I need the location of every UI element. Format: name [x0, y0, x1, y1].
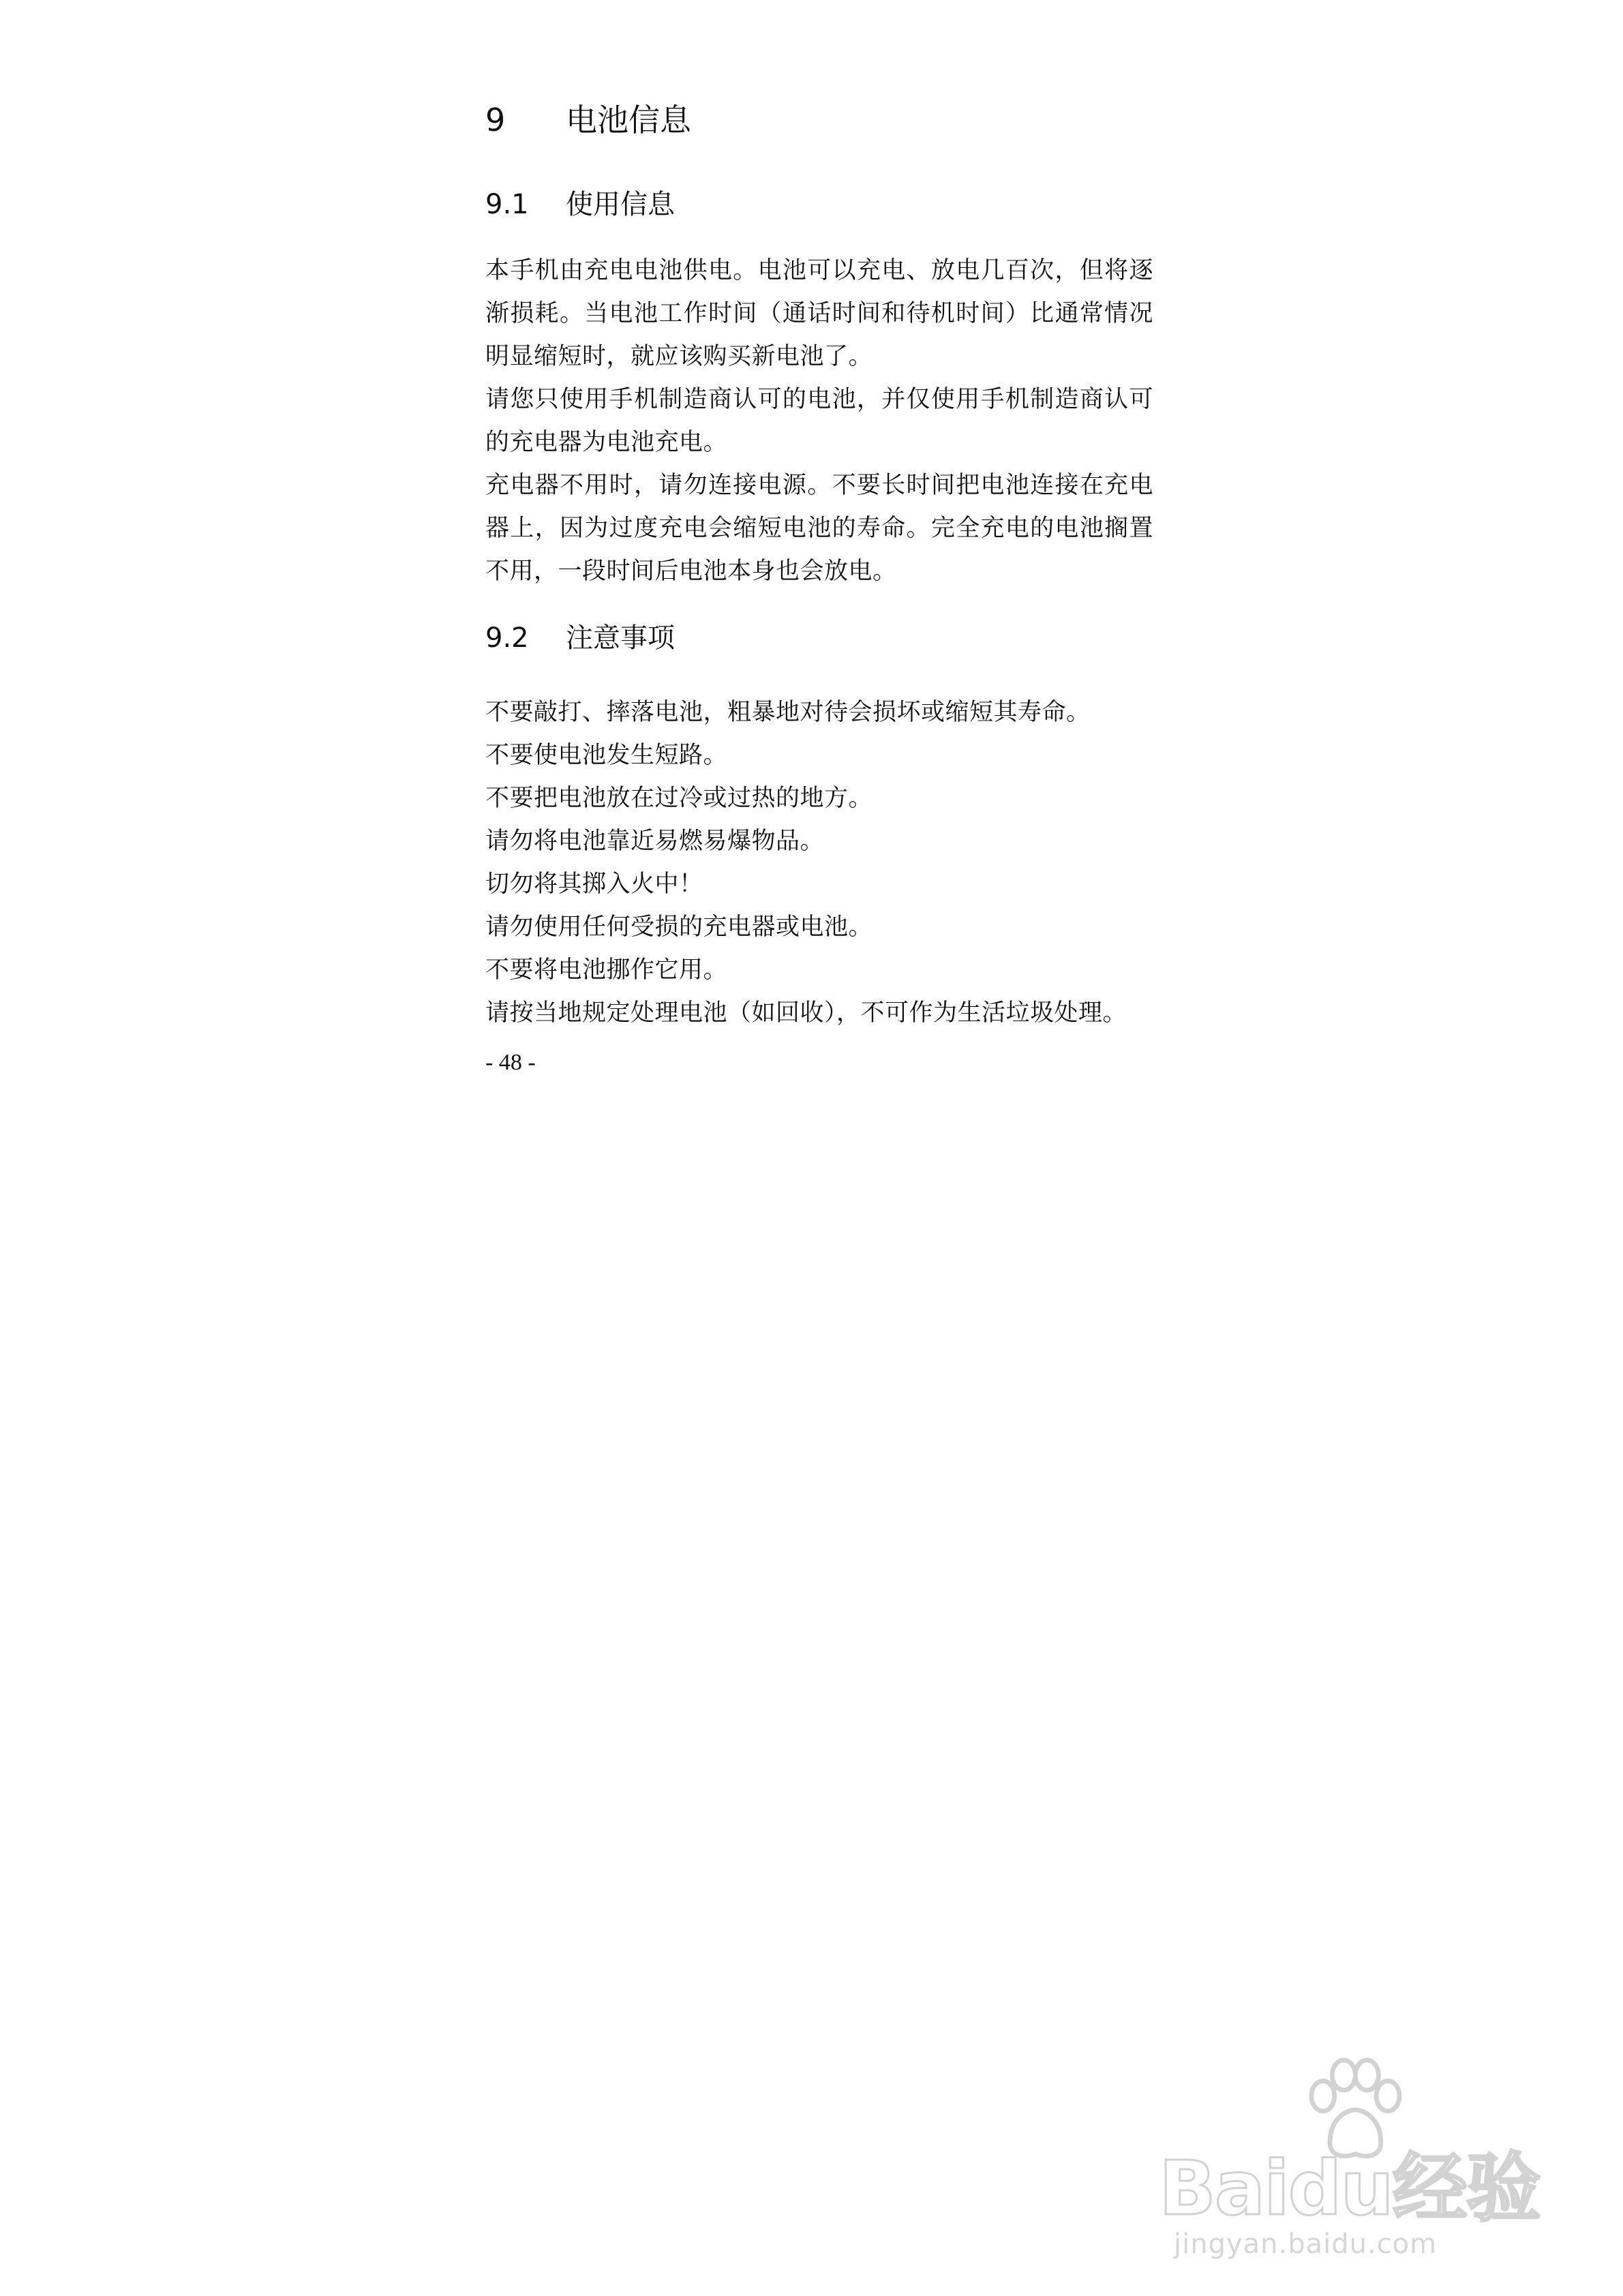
baidu-watermark	[1159, 2052, 1541, 2260]
precaution-item: 切勿将其掷入火中！	[485, 871, 703, 898]
subsection-number: 9.2	[485, 622, 529, 654]
precaution-item: 请勿将电池靠近易燃易爆物品。	[485, 828, 825, 855]
subsection-number: 9.1	[485, 189, 529, 220]
subsection-heading-usage	[485, 183, 1153, 226]
usage-paragraph: 本手机由充电电池供电。电池可以充电、放电几百次，但将逐渐损耗。当电池工作时间（通话时间和待机时间）比通常情况明显缩短时，就应该购买新电池了。	[485, 257, 1153, 370]
page-number: - 48 -	[485, 1050, 536, 1075]
precaution-item: 请按当地规定处理电池（如回收），不可作为生活垃圾处理。	[485, 999, 1127, 1027]
precaution-item: 请勿使用任何受损的充电器或电池。	[485, 913, 873, 941]
page-content	[485, 95, 1153, 1080]
subsection-heading-precautions	[485, 616, 1153, 660]
precaution-item: 不要敲打、摔落电池，粗暴地对待会损坏或缩短其寿命。	[485, 699, 1091, 726]
precaution-item: 不要把电池放在过冷或过热的地方。	[485, 785, 873, 812]
precaution-item: 不要将电池挪作它用。	[485, 956, 728, 984]
precaution-item: 不要使电池发生短路。	[485, 742, 728, 769]
subsection-title: 使用信息	[566, 189, 675, 220]
watermark-brand: Baidu经验	[1159, 2145, 1540, 2232]
usage-paragraph: 充电器不用时，请勿连接电源。不要长时间把电池连接在充电器上，因为过度充电会缩短电池的寿命。完全充电的电池搁置不用，一段时间后电池本身也会放电。	[485, 472, 1153, 585]
subsection-title: 注意事项	[566, 622, 675, 654]
usage-paragraph: 请您只使用手机制造商认可的电池，并仅使用手机制造商认可的充电器为电池充电。	[485, 386, 1153, 456]
section-heading	[485, 95, 1153, 145]
watermark-url: jingyan.baidu.com	[1174, 2229, 1438, 2260]
section-title: 电池信息	[566, 102, 691, 138]
section-number: 9	[485, 102, 506, 138]
